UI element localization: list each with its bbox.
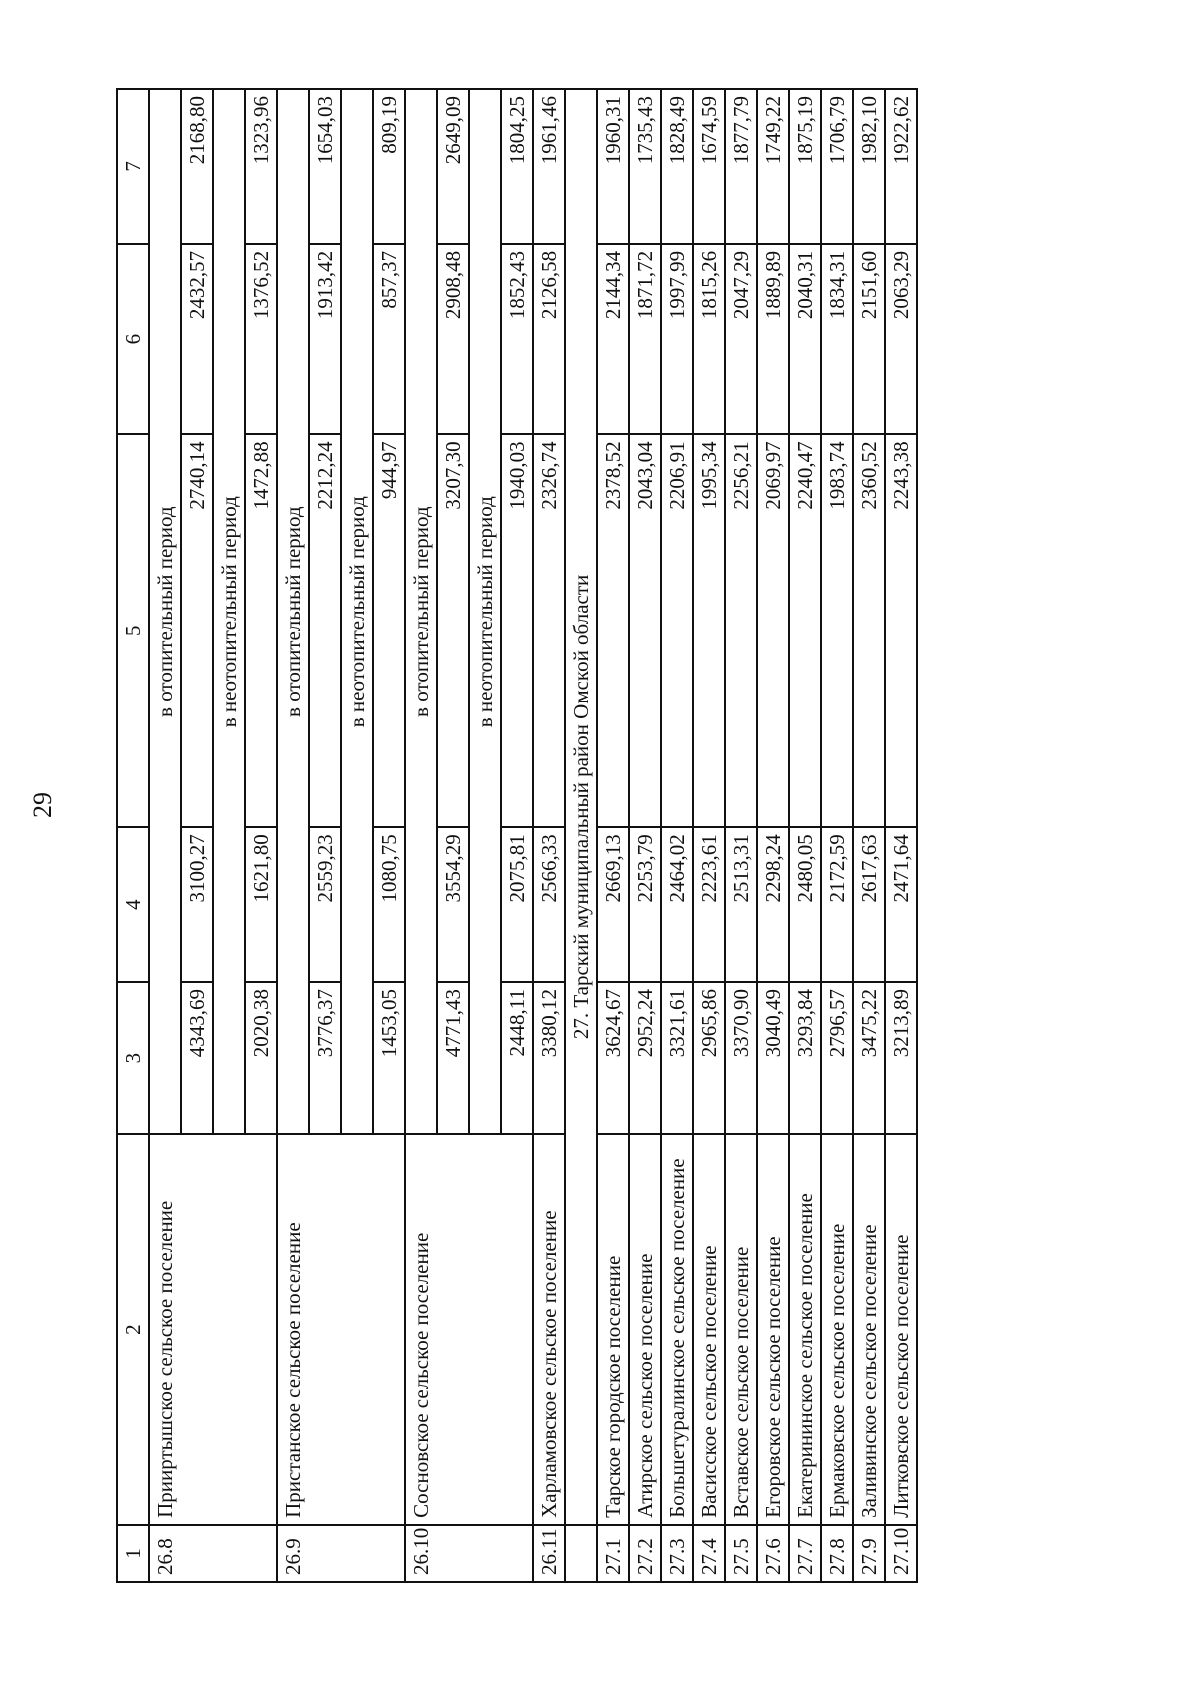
value-cell: 2952,24 bbox=[629, 982, 661, 1134]
value-cell: 3207,30 bbox=[437, 434, 469, 827]
value-cell: 2151,60 bbox=[853, 244, 885, 434]
period-label: в неотопительный период bbox=[469, 89, 501, 1134]
value-cell: 1674,59 bbox=[693, 89, 725, 244]
value-cell: 1982,10 bbox=[853, 89, 885, 244]
period-label: в неотопительный период bbox=[213, 89, 245, 1134]
table-row bbox=[789, 89, 821, 1582]
value-cell: 2256,21 bbox=[725, 434, 757, 827]
value-cell: 1889,89 bbox=[757, 244, 789, 434]
settlement-name: Екатерининское сельское поселение bbox=[789, 1134, 821, 1525]
tariff-table-container bbox=[116, 88, 1086, 1583]
value-cell: 2206,91 bbox=[661, 434, 693, 827]
value-cell: 2740,14 bbox=[181, 434, 213, 827]
value-cell: 1472,88 bbox=[245, 434, 277, 827]
value-cell: 1877,79 bbox=[725, 89, 757, 244]
value-cell: 1913,42 bbox=[309, 244, 341, 434]
value-cell: 3213,89 bbox=[885, 982, 917, 1134]
value-cell: 1804,25 bbox=[501, 89, 533, 244]
value-cell: 1323,96 bbox=[245, 89, 277, 244]
value-cell: 3380,12 bbox=[533, 982, 565, 1134]
table-row bbox=[853, 89, 885, 1582]
value-cell: 1376,52 bbox=[245, 244, 277, 434]
value-cell: 3554,29 bbox=[437, 827, 469, 982]
value-cell: 2223,61 bbox=[693, 827, 725, 982]
value-cell: 2047,29 bbox=[725, 244, 757, 434]
settlement-name: Пристанское сельское поселение bbox=[277, 1134, 405, 1525]
table-row bbox=[885, 89, 917, 1582]
row-number: 26.11 bbox=[533, 1525, 565, 1582]
value-cell: 1735,43 bbox=[629, 89, 661, 244]
value-cell: 2240,47 bbox=[789, 434, 821, 827]
value-cell: 857,37 bbox=[373, 244, 405, 434]
row-number: 27.6 bbox=[757, 1525, 789, 1582]
value-cell: 2360,52 bbox=[853, 434, 885, 827]
block-26-body bbox=[149, 89, 533, 1582]
period-label: в отопительный период bbox=[405, 89, 437, 1134]
value-cell: 2168,80 bbox=[181, 89, 213, 244]
value-cell: 2243,38 bbox=[885, 434, 917, 827]
value-cell: 2172,59 bbox=[821, 827, 853, 982]
settlement-name: Большетуралинское сельское поселение bbox=[661, 1134, 693, 1525]
table-row bbox=[597, 89, 629, 1582]
value-cell: 1997,99 bbox=[661, 244, 693, 434]
value-cell: 2448,11 bbox=[501, 982, 533, 1134]
settlement-name: Харламовское сельское поселение bbox=[533, 1134, 565, 1525]
value-cell: 1961,46 bbox=[533, 89, 565, 244]
settlement-row bbox=[405, 89, 437, 1582]
row-number: 26.10 bbox=[405, 1525, 533, 1582]
value-cell: 1453,05 bbox=[373, 982, 405, 1134]
value-cell: 1922,62 bbox=[885, 89, 917, 244]
column-header: 3 bbox=[117, 982, 149, 1134]
value-cell: 2378,52 bbox=[597, 434, 629, 827]
value-cell: 2063,29 bbox=[885, 244, 917, 434]
row-number: 27.2 bbox=[629, 1525, 661, 1582]
value-cell: 2326,74 bbox=[533, 434, 565, 827]
value-cell: 2513,31 bbox=[725, 827, 757, 982]
table-row bbox=[725, 89, 757, 1582]
period-label: в неотопительный период bbox=[341, 89, 373, 1134]
table-row bbox=[821, 89, 853, 1582]
value-cell: 1960,31 bbox=[597, 89, 629, 244]
value-cell: 944,97 bbox=[373, 434, 405, 827]
value-cell: 4343,69 bbox=[181, 982, 213, 1134]
settlement-name: Атирское сельское поселение bbox=[629, 1134, 661, 1525]
settlement-name: Тарское городское поселение bbox=[597, 1134, 629, 1525]
column-header: 1 bbox=[117, 1525, 149, 1582]
settlement-name: Заливинское сельское поселение bbox=[853, 1134, 885, 1525]
value-cell: 2908,48 bbox=[437, 244, 469, 434]
settlement-name: Вставское сельское поселение bbox=[725, 1134, 757, 1525]
value-cell: 2566,33 bbox=[533, 827, 565, 982]
value-cell: 1828,49 bbox=[661, 89, 693, 244]
row-number: 27.9 bbox=[853, 1525, 885, 1582]
column-header: 5 bbox=[117, 434, 149, 827]
value-cell: 1080,75 bbox=[373, 827, 405, 982]
value-cell: 3321,61 bbox=[661, 982, 693, 1134]
table-row bbox=[629, 89, 661, 1582]
value-cell: 1995,34 bbox=[693, 434, 725, 827]
row-number: 26.9 bbox=[277, 1525, 405, 1582]
table-row bbox=[693, 89, 725, 1582]
value-cell: 1706,79 bbox=[821, 89, 853, 244]
value-cell: 1871,72 bbox=[629, 244, 661, 434]
settlement-name: Ермаковское сельское поселение bbox=[821, 1134, 853, 1525]
settlement-name: Егоровское сельское поселение bbox=[757, 1134, 789, 1525]
settlement-row bbox=[149, 89, 181, 1582]
value-cell: 1875,19 bbox=[789, 89, 821, 244]
value-cell: 3040,49 bbox=[757, 982, 789, 1134]
value-cell: 2669,13 bbox=[597, 827, 629, 982]
column-header: 2 bbox=[117, 1134, 149, 1525]
value-cell: 2069,97 bbox=[757, 434, 789, 827]
table-row bbox=[533, 89, 565, 1582]
value-cell: 2796,57 bbox=[821, 982, 853, 1134]
value-cell: 2253,79 bbox=[629, 827, 661, 982]
row-number: 27.8 bbox=[821, 1525, 853, 1582]
value-cell: 3624,67 bbox=[597, 982, 629, 1134]
row-number: 27.5 bbox=[725, 1525, 757, 1582]
row-number: 27.10 bbox=[885, 1525, 917, 1582]
table-row bbox=[661, 89, 693, 1582]
value-cell: 4771,43 bbox=[437, 982, 469, 1134]
value-cell: 3475,22 bbox=[853, 982, 885, 1134]
column-header: 4 bbox=[117, 827, 149, 982]
value-cell: 1834,31 bbox=[821, 244, 853, 434]
settlement-row bbox=[277, 89, 309, 1582]
column-header: 7 bbox=[117, 89, 149, 244]
value-cell: 2040,31 bbox=[789, 244, 821, 434]
value-cell: 2649,09 bbox=[437, 89, 469, 244]
value-cell: 1983,74 bbox=[821, 434, 853, 827]
value-cell: 3100,27 bbox=[181, 827, 213, 982]
section-spacer bbox=[565, 1525, 597, 1582]
value-cell: 1621,80 bbox=[245, 827, 277, 982]
settlement-name: Васисское сельское поселение bbox=[693, 1134, 725, 1525]
block-27-body bbox=[597, 89, 917, 1582]
header-row bbox=[117, 89, 149, 1582]
row-number: 27.3 bbox=[661, 1525, 693, 1582]
value-cell: 2298,24 bbox=[757, 827, 789, 982]
value-cell: 1749,22 bbox=[757, 89, 789, 244]
tariff-table bbox=[116, 88, 918, 1583]
row-number: 26.8 bbox=[149, 1525, 277, 1582]
page-number: 29 bbox=[28, 792, 57, 818]
value-cell: 1940,03 bbox=[501, 434, 533, 827]
row-number: 27.7 bbox=[789, 1525, 821, 1582]
value-cell: 2212,24 bbox=[309, 434, 341, 827]
value-cell: 1852,43 bbox=[501, 244, 533, 434]
row-number: 27.1 bbox=[597, 1525, 629, 1582]
period-label: в отопительный период bbox=[149, 89, 181, 1134]
value-cell: 2965,86 bbox=[693, 982, 725, 1134]
value-cell: 2075,81 bbox=[501, 827, 533, 982]
value-cell: 2480,05 bbox=[789, 827, 821, 982]
value-cell: 2471,64 bbox=[885, 827, 917, 982]
value-cell: 2617,63 bbox=[853, 827, 885, 982]
value-cell: 3776,37 bbox=[309, 982, 341, 1134]
value-cell: 3370,90 bbox=[725, 982, 757, 1134]
value-cell: 1815,26 bbox=[693, 244, 725, 434]
value-cell: 2432,57 bbox=[181, 244, 213, 434]
table-row bbox=[757, 89, 789, 1582]
settlement-name: Прииртышское сельское поселение bbox=[149, 1134, 277, 1525]
value-cell: 1654,03 bbox=[309, 89, 341, 244]
period-label: в отопительный период bbox=[277, 89, 309, 1134]
settlement-name: Литковское сельское поселение bbox=[885, 1134, 917, 1525]
settlement-name: Сосновское сельское поселение bbox=[405, 1134, 533, 1525]
value-cell: 809,19 bbox=[373, 89, 405, 244]
value-cell: 3293,84 bbox=[789, 982, 821, 1134]
value-cell: 2464,02 bbox=[661, 827, 693, 982]
row-number: 27.4 bbox=[693, 1525, 725, 1582]
value-cell: 2020,38 bbox=[245, 982, 277, 1134]
value-cell: 2144,34 bbox=[597, 244, 629, 434]
section-title: 27. Тарский муниципальный район Омской области bbox=[565, 89, 597, 1525]
value-cell: 2559,23 bbox=[309, 827, 341, 982]
column-header: 6 bbox=[117, 244, 149, 434]
value-cell: 2043,04 bbox=[629, 434, 661, 827]
section-row bbox=[565, 89, 597, 1582]
value-cell: 2126,58 bbox=[533, 244, 565, 434]
